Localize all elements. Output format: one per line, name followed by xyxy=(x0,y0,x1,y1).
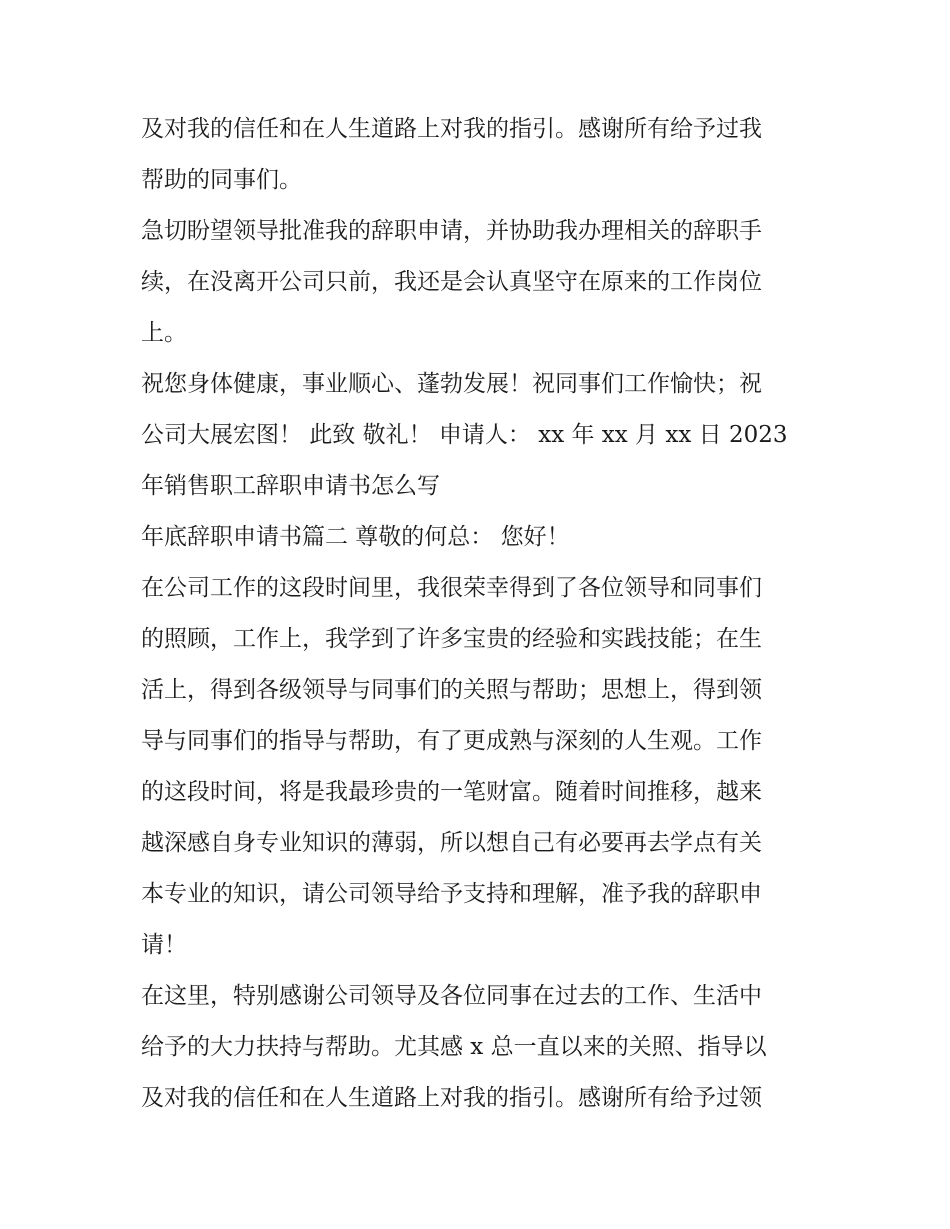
text-line-15: 越深感自身专业知识的薄弱，所以想自己有必要再去学点有关 xyxy=(141,830,762,856)
text-line-09: 年底辞职申请书篇二 尊敬的何总： 您好！ xyxy=(141,524,570,550)
text-line-14: 的这段时间，将是我最珍贵的一笔财富。随着时间推移，越来 xyxy=(141,779,762,805)
text-line-17: 请！ xyxy=(141,932,187,958)
text-line-08: 年销售职工辞职申请书怎么写 xyxy=(141,473,440,499)
text-line-18: 在这里，特别感谢公司领导及各位同事在过去的工作、生活中 xyxy=(141,983,762,1009)
document-body xyxy=(141,104,813,1124)
text-line-11: 的照顾，工作上，我学到了许多宝贵的经验和实践技能；在生 xyxy=(141,626,762,652)
text-line-04: 续，在没离开公司只前，我还是会认真坚守在原来的工作岗位 xyxy=(141,269,762,295)
text-line-10: 在公司工作的这段时间里，我很荣幸得到了各位领导和同事们 xyxy=(141,575,762,601)
text-line-13: 导与同事们的指导与帮助，有了更成熟与深刻的人生观。工作 xyxy=(141,728,762,754)
text-line-20: 及对我的信任和在人生道路上对我的指引。感谢所有给予过领 xyxy=(141,1085,762,1111)
text-line-01: 及对我的信任和在人生道路上对我的指引。感谢所有给予过我 xyxy=(141,116,762,142)
text-line-16: 本专业的知识，请公司领导给予支持和理解，准予我的辞职申 xyxy=(141,881,762,907)
text-line-06: 祝您身体健康，事业顺心、蓬勃发展！祝同事们工作愉快；祝 xyxy=(141,371,762,397)
text-line-12: 活上，得到各级领导与同事们的关照与帮助；思想上，得到领 xyxy=(141,677,762,703)
text-line-05: 上。 xyxy=(141,320,187,346)
text-line-07: 公司大展宏图！ 此致 敬礼！ 申请人： xx 年 xx 月 xx 日 2023 xyxy=(141,422,788,448)
text-line-02: 帮助的同事们。 xyxy=(141,167,302,193)
text-line-19: 给予的大力扶持与帮助。尤其感 x 总一直以来的关照、指导以 xyxy=(141,1034,767,1060)
text-line-03: 急切盼望领导批准我的辞职申请，并协助我办理相关的辞职手 xyxy=(141,218,762,244)
